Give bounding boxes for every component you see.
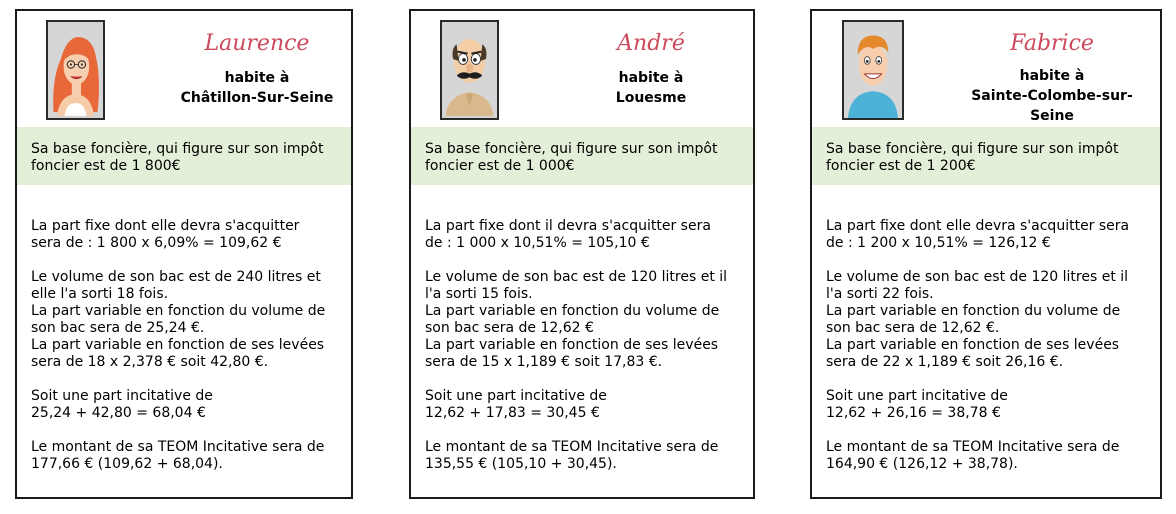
avatar bbox=[842, 20, 904, 120]
person-name: Laurence bbox=[204, 31, 310, 56]
man-portrait-icon bbox=[442, 22, 497, 118]
part-fixe-paragraph: La part fixe dont il devra s'acquitter sera de : 1 000 x 10,51% = 105,10 € bbox=[425, 218, 711, 251]
person-name: André bbox=[617, 31, 685, 56]
part-fixe-paragraph: La part fixe dont elle devra s'acquitter sera de : 1 800 x 6,09% = 109,62 € bbox=[31, 218, 300, 251]
part-variable-paragraph: Le volume de son bac est de 120 litres et il l'a sorti 22 fois. La part variable en fonction du volume de son bac sera de 12,62 €. La part variable en fonction de ses levées sera de 22 x 1,189 € soit 26,16 €. bbox=[826, 269, 1129, 370]
calculation-text bbox=[31, 218, 345, 490]
part-incitative-paragraph: Soit une part incitative de 12,62 + 26,16 = 38,78 € bbox=[826, 388, 1008, 421]
teom-total-paragraph: Le montant de sa TEOM Incitative sera de 164,90 € (126,12 + 38,78). bbox=[826, 439, 1120, 472]
avatar bbox=[46, 20, 105, 120]
part-incitative-paragraph: Soit une part incitative de 12,62 + 17,83 = 30,45 € bbox=[425, 388, 607, 421]
person-name: Fabrice bbox=[1010, 31, 1094, 56]
part-variable-paragraph: Le volume de son bac est de 240 litres et elle l'a sorti 18 fois. La part variable en fonction du volume de son bac sera de 25,24 €. La part variable en fonction de ses levées sera de 18 x 2,378 € soit 42,80 €. bbox=[31, 269, 326, 370]
residence: habite à Sainte-Colombe-sur- Seine bbox=[971, 68, 1133, 124]
teom-total-paragraph: Le montant de sa TEOM Incitative sera de 177,66 € (109,62 + 68,04). bbox=[31, 439, 325, 472]
part-variable-paragraph: Le volume de son bac est de 120 litres et il l'a sorti 15 fois. La part variable en fonction du volume de son bac sera de 12,62 € La part variable en fonction de ses levées sera de 15 x 1,189 € soit 17,83 €. bbox=[425, 269, 728, 370]
teom-total-paragraph: Le montant de sa TEOM Incitative sera de 135,55 € (105,10 + 30,45). bbox=[425, 439, 719, 472]
card-andre bbox=[409, 9, 755, 499]
base-fonciere-text: Sa base foncière, qui figure sur son impôt foncier est de 1 000€ bbox=[425, 141, 718, 174]
residence: habite à Châtillon-Sur-Seine bbox=[180, 70, 334, 106]
base-fonciere-text: Sa base foncière, qui figure sur son impôt foncier est de 1 200€ bbox=[826, 141, 1119, 174]
residence: habite à Louesme bbox=[615, 70, 687, 106]
calculation-text bbox=[425, 218, 747, 490]
woman-portrait-icon bbox=[48, 22, 103, 118]
young-man-portrait-icon bbox=[844, 22, 902, 118]
avatar bbox=[440, 20, 499, 120]
card-fabrice bbox=[810, 9, 1162, 499]
card-laurence bbox=[15, 9, 353, 499]
base-fonciere-text: Sa base foncière, qui figure sur son impôt foncier est de 1 800€ bbox=[31, 141, 324, 174]
part-fixe-paragraph: La part fixe dont elle devra s'acquitter sera de : 1 200 x 10,51% = 126,12 € bbox=[826, 218, 1130, 251]
calculation-text bbox=[826, 218, 1154, 490]
part-incitative-paragraph: Soit une part incitative de 25,24 + 42,80 = 68,04 € bbox=[31, 388, 213, 421]
